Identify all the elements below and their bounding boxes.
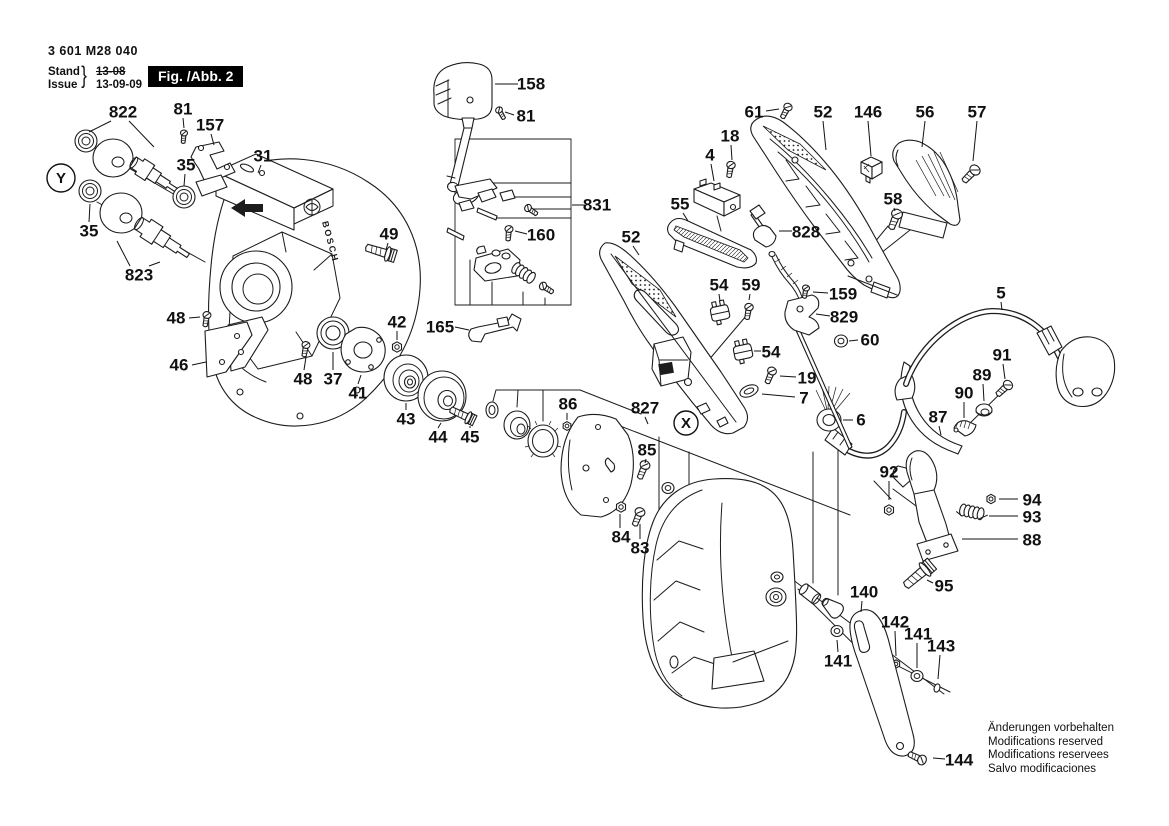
screw-83-drawing: [630, 506, 646, 528]
issue-label: Issue: [48, 79, 78, 91]
part-callout-35: 35: [176, 155, 196, 175]
washer-89-drawing: [976, 404, 992, 416]
leader-line: [183, 118, 184, 128]
leader-line: [973, 121, 977, 161]
bearing-flange-41-drawing: [341, 327, 385, 372]
leader-line: [129, 121, 154, 147]
part-callout-44: 44: [428, 427, 448, 447]
part-callout-831: 831: [582, 195, 612, 215]
part-callout-142: 142: [880, 612, 910, 632]
part-callout-89: 89: [972, 365, 992, 385]
leader-line: [633, 246, 639, 255]
part-callout-54: 54: [709, 275, 729, 295]
brand-logo-text: BOSCH: [320, 219, 341, 264]
part-callout-822: 822: [108, 102, 138, 122]
leader-line: [816, 314, 830, 316]
part-callout-93: 93: [1022, 507, 1042, 527]
leader-line: [813, 292, 828, 293]
leader-line: [89, 121, 111, 132]
leader-line: [731, 145, 732, 160]
handle-shell-52-left-drawing: [600, 243, 748, 434]
leader-line: [645, 417, 648, 424]
leader-line: [939, 426, 941, 435]
leader-line: [762, 394, 795, 397]
leader-line: [868, 121, 871, 156]
terminal-54-drawing: [709, 299, 731, 325]
blade-guard-cover-drawing: [642, 479, 796, 709]
part-callout-88: 88: [1022, 530, 1042, 550]
part-callout-165: 165: [425, 317, 455, 337]
screw-61-drawing: [778, 102, 793, 120]
part-callout-829: 829: [829, 307, 859, 327]
part-callout-823: 823: [124, 265, 154, 285]
leader-line: [749, 294, 750, 300]
leader-line: [505, 112, 514, 115]
part-callout-827: 827: [630, 398, 660, 418]
part-callout-87: 87: [928, 407, 948, 427]
cap-158-drawing: [434, 63, 492, 193]
screw-18-drawing: [725, 161, 736, 179]
note-line: Modifications reservees: [988, 749, 1109, 761]
part-callout-19: 19: [797, 368, 817, 388]
bearing-35-drawing: [173, 186, 195, 208]
stand-label: Stand: [48, 66, 80, 78]
part-callout-141: 141: [903, 624, 933, 644]
part-callout-37: 37: [323, 369, 343, 389]
leader-line: [515, 231, 527, 234]
part-callout-18: 18: [720, 126, 740, 146]
leader-line: [711, 164, 714, 181]
connector-146-drawing: [861, 157, 882, 183]
part-callout-43: 43: [396, 409, 416, 429]
part-callout-4: 4: [705, 145, 715, 165]
part-callout-159: 159: [828, 284, 858, 304]
nut-86-drawing: [563, 422, 571, 431]
screw-57-drawing: [959, 163, 982, 186]
part-callout-7: 7: [799, 388, 809, 408]
part-callout-58: 58: [883, 189, 903, 209]
part-callout-6: 6: [856, 410, 866, 430]
part-callout-86: 86: [558, 394, 578, 414]
switch-4-drawing: [694, 179, 740, 216]
part-callout-140: 140: [849, 582, 879, 602]
part-callout-56: 56: [915, 102, 935, 122]
part-callout-54: 54: [761, 342, 781, 362]
nut-42-drawing: [393, 342, 402, 352]
leader-line: [117, 241, 130, 266]
leader-line: [837, 640, 838, 652]
lever-assembly-831-drawing: [451, 179, 539, 220]
brace-glyph: }: [81, 62, 87, 89]
part-callout-143: 143: [926, 636, 956, 656]
part-callout-52: 52: [813, 102, 833, 122]
leader-line: [766, 109, 779, 111]
part-callout-95: 95: [934, 576, 954, 596]
note-line: Änderungen vorbehalten: [988, 722, 1114, 734]
part-callout-59: 59: [741, 275, 761, 295]
clip-828-drawing: [750, 205, 776, 247]
stand-date-old: 13-08: [96, 66, 126, 78]
leader-line: [823, 121, 826, 150]
issue-date: 13-09-09: [96, 79, 143, 91]
part-callout-45: 45: [460, 427, 480, 447]
part-callout-49: 49: [379, 224, 399, 244]
leader-line: [933, 758, 945, 759]
leader-line: [455, 327, 469, 330]
leader-line: [938, 655, 940, 679]
nut-92-drawing: [885, 505, 894, 515]
screw-81-drawing: [494, 106, 507, 121]
leader-line: [192, 362, 206, 365]
part-callout-90: 90: [954, 383, 974, 403]
screw-81-drawing: [180, 130, 188, 144]
leader-line: [849, 340, 858, 341]
part-callout-42: 42: [387, 312, 407, 332]
part-callout-35: 35: [79, 221, 99, 241]
leader-line: [89, 204, 90, 222]
spacer-set-drawing: [486, 402, 561, 457]
lever-829-drawing: [769, 252, 852, 450]
part-callout-81: 81: [173, 99, 193, 119]
leader-line: [184, 174, 185, 186]
inner-guard-plate-drawing: [561, 414, 633, 517]
view-marker-label-X: X: [680, 415, 692, 432]
part-number: 3 601 M28 040: [48, 44, 138, 58]
part-callout-91: 91: [992, 345, 1012, 365]
figure-label-box: Fig. /Abb. 2: [148, 66, 243, 87]
view-marker-label-Y: Y: [55, 170, 67, 187]
brush-cover-56-drawing: [893, 140, 960, 238]
leader-line: [927, 580, 933, 583]
leader-line: [189, 317, 200, 318]
part-callout-828: 828: [791, 222, 821, 242]
part-callout-157: 157: [195, 115, 225, 135]
part-callout-48: 48: [166, 308, 186, 328]
part-callout-144: 144: [944, 750, 974, 770]
part-callout-146: 146: [853, 102, 883, 122]
part-callout-83: 83: [630, 538, 650, 558]
leader-line: [780, 376, 796, 377]
part-callout-158: 158: [516, 74, 546, 94]
leader-line: [895, 631, 896, 656]
bolt-95-drawing: [900, 557, 938, 593]
spring-93-drawing: [956, 503, 989, 521]
part-callout-81: 81: [516, 106, 536, 126]
part-callout-41: 41: [348, 383, 368, 403]
part-callout-57: 57: [967, 102, 987, 122]
lock-lever-88-drawing: [893, 451, 958, 561]
part-callout-141: 141: [823, 651, 853, 671]
part-callout-48: 48: [293, 369, 313, 389]
terminal-54-drawing: [732, 338, 754, 364]
part-callout-94: 94: [1022, 490, 1042, 510]
screw-85-drawing: [635, 459, 651, 481]
note-line: Salvo modificaciones: [988, 762, 1097, 775]
washer-drawing: [662, 483, 674, 494]
nut-94-drawing: [987, 494, 995, 503]
washer-60-drawing: [835, 335, 848, 347]
leader-line: [983, 384, 984, 401]
part-callout-92: 92: [879, 462, 899, 482]
leader-line: [1003, 364, 1005, 379]
part-callout-52: 52: [621, 227, 641, 247]
part-callout-60: 60: [860, 330, 880, 350]
part-callout-85: 85: [637, 440, 657, 460]
leader-line: [719, 294, 720, 301]
note-line: Modifications reserved: [988, 735, 1104, 748]
part-callout-55: 55: [670, 194, 690, 214]
part-callout-5: 5: [996, 283, 1006, 303]
part-callout-46: 46: [169, 355, 189, 375]
part-callout-61: 61: [744, 102, 764, 122]
nut-84-drawing: [617, 502, 626, 512]
clamp-90-drawing: [954, 421, 976, 436]
part-callout-31: 31: [253, 146, 273, 166]
screw-19-drawing: [763, 366, 778, 385]
wrench-plate-165-drawing: [469, 314, 521, 342]
screw-91-drawing: [994, 378, 1015, 398]
part-callout-84: 84: [611, 527, 631, 547]
part-callout-160: 160: [526, 225, 556, 245]
sleeve-7-drawing: [738, 382, 760, 399]
cover-strip-55-drawing: [668, 219, 757, 268]
